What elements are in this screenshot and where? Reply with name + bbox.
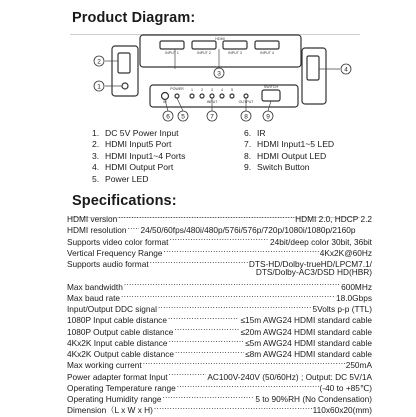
input-port-label-1: INPUT 1	[165, 51, 179, 55]
legend-item: 8. HDMI Output LED	[244, 150, 327, 161]
spec-label: 4Kx2K Input cable distance	[67, 337, 168, 348]
spec-value: 24bit/deep color 30bit, 36bit	[270, 236, 372, 247]
input-port-label-3: INPUT 3	[228, 51, 242, 55]
spec-value: (-40 to +85℃)	[319, 382, 372, 393]
dot-leader	[121, 290, 335, 301]
callout-number-5: 5	[181, 113, 185, 121]
callout-number-7: 7	[210, 113, 214, 121]
input-led-5	[230, 94, 234, 98]
spec-label: Max working current	[67, 360, 142, 371]
spec-value: 250mA	[345, 360, 372, 371]
spec-value: ≤5m AWG24 HDMI standard cable	[245, 337, 372, 348]
legend-item: 3. HDMI Input1~4 Ports	[92, 150, 186, 161]
spec-label: Operating Temperature range	[67, 382, 176, 393]
spec-value: ≤8m AWG24 HDMI standard cable	[245, 349, 372, 359]
spec-list	[67, 211, 372, 414]
front-led-label-2: 2	[201, 88, 203, 92]
spec-value: 4Kx2K@60Hz	[319, 247, 372, 258]
spec-value: 600MHz	[341, 281, 372, 292]
spec-label: Input/Output DDC signal	[67, 304, 157, 314]
legend-item: 2. HDMI Input5 Port	[92, 139, 172, 150]
spec-label: Vertical Frequency Range	[67, 247, 163, 258]
hdmi-input-port-4	[255, 41, 279, 49]
dot-leader	[154, 402, 312, 413]
dot-leader	[177, 380, 319, 391]
hdmi-input-port-2	[192, 41, 216, 49]
spec-row	[67, 279, 372, 290]
legend-item: 6. IR	[244, 128, 266, 138]
front-led-label-5: 5	[231, 88, 233, 92]
front-led-label-1: 1	[191, 88, 193, 92]
dot-leader	[169, 335, 245, 346]
spec-value: 5Volts p-p (TTL)	[312, 304, 372, 314]
legend-item: 9. Switch Button	[244, 162, 310, 173]
spec-label: HDMI resolution	[67, 225, 127, 236]
dot-leader	[174, 324, 239, 335]
spec-value: HDMI 2.0, HDCP 2.2	[295, 214, 372, 224]
spec-label: Operating Humidity range	[67, 394, 162, 404]
spec-label: 1080P Input cable distance	[67, 315, 167, 326]
dot-leader	[169, 234, 269, 245]
spec-value: ≤20m AWG24 HDMI standard cable	[240, 326, 372, 337]
dot-leader	[127, 222, 139, 233]
spec-label: Max baud rate	[67, 292, 121, 303]
spec-label: 1080P Output cable distance	[67, 326, 174, 337]
dot-leader	[150, 256, 248, 267]
spec-label: 4Kx2K Output cable distance	[67, 349, 175, 359]
product-diagram	[0, 28, 416, 128]
dot-leader	[169, 369, 207, 380]
hdmi-top-label: HDMI	[215, 37, 225, 41]
switch-button	[262, 90, 280, 101]
dot-leader	[158, 301, 312, 312]
spec-label: Power adapter format Input	[67, 371, 168, 382]
power-led	[175, 94, 179, 98]
spec-value: 24/50/60fps/480i/480p/576i/576p/720p/1080i/1080p/2160p	[140, 225, 356, 236]
dc-power-jack	[122, 83, 128, 89]
specs-title: Specifications:	[72, 193, 177, 209]
spec-label: Supports audio format	[67, 259, 149, 269]
dot-leader	[168, 312, 240, 323]
diagram-title: Product Diagram:	[72, 10, 196, 26]
spec-label: Dimension（L x W x H)	[67, 405, 153, 416]
spec-value: 18.0Gbps	[336, 292, 372, 303]
front-led-label-3: 3	[211, 88, 213, 92]
dot-leader	[163, 391, 255, 402]
callout-number-2: 2	[97, 58, 101, 66]
spec-value: DTS-HD/Dolby-trueHD/LPCM7.1/	[248, 259, 372, 269]
legend-item: 4. HDMI Output Port	[92, 162, 174, 173]
callout-number-9: 9	[266, 113, 270, 121]
callout-number-8: 8	[244, 113, 248, 121]
legend-item: 1. DC 5V Power Input	[92, 128, 179, 138]
dot-leader	[118, 211, 294, 222]
dot-leader	[175, 346, 244, 357]
input-led-3	[210, 94, 214, 98]
input-led-2	[200, 94, 204, 98]
callout-number-3: 3	[217, 70, 221, 78]
front-ir-label: IR	[163, 100, 167, 104]
hdmi-input-port-1	[160, 41, 184, 49]
spec-label: Max bandwidth	[67, 281, 123, 292]
legend-item: 7. HDMI Input1~5 LED	[244, 139, 335, 150]
spec-row	[67, 211, 372, 222]
front-power-label: POWER	[170, 87, 184, 91]
dot-leader	[163, 245, 318, 256]
front-input-label: INPUT	[206, 100, 218, 104]
front-led-label-4: 4	[221, 88, 223, 92]
input-port-label-2: INPUT 2	[197, 51, 211, 55]
input-led-1	[190, 94, 194, 98]
callout-number-6: 6	[166, 113, 170, 121]
spec-label: Supports video color format	[67, 236, 169, 247]
ir-sensor	[162, 93, 169, 100]
dot-leader	[124, 279, 340, 290]
hdmi-output-port	[307, 56, 319, 80]
spec-value: AC100V-240V (50/60Hz) ; Output: DC 5V/1A	[207, 371, 372, 382]
legend-right	[244, 128, 334, 174]
dot-leader	[143, 357, 345, 368]
spec-label: HDMI version	[67, 214, 118, 224]
hdmi-input5-port	[118, 53, 130, 73]
callout-number-4: 4	[344, 66, 348, 74]
spec-value: 5 to 90%RH (No Condensation)	[255, 394, 372, 404]
front-output-label: OUTPUT	[238, 100, 254, 104]
spec-value: 110x60x20(mm)	[312, 405, 372, 416]
output-led	[244, 94, 248, 98]
legend-left	[92, 128, 185, 185]
input-led-4	[220, 94, 224, 98]
input-port-label-4: INPUT 4	[260, 51, 274, 55]
legend-item: 5. Power LED	[92, 173, 149, 184]
front-switch-label: SWITCH	[263, 85, 279, 89]
hdmi-input-port-3	[223, 41, 247, 49]
callout-number-1: 1	[97, 83, 101, 91]
spec-value: DTS/Dolby-AC3/DSD HD(HBR)	[255, 267, 372, 278]
spec-value: ≤15m AWG24 HDMI standard cable	[240, 315, 372, 326]
